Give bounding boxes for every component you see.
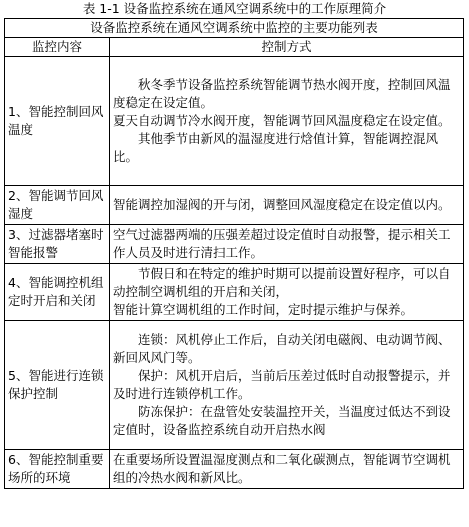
table-row [5,57,464,186]
control-paragraph: 在重要场所设置温湿度测点和二氧化碳测点，智能调节空调机组的冷热水阀和新风比。 [113,452,451,485]
table-header-row [5,38,464,57]
function-cell: 1、智能控制回风温度 [5,57,110,186]
control-paragraph: 保护：风机开启后，当前后压差过低时自动报警提示，并及时进行连锁停机工作。 [113,368,451,401]
table-title: 设备监控系统在通风空调系统中监控的主要功能列表 [5,19,464,38]
table-row [5,225,464,264]
function-cell: 6、智能控制重要场所的环境 [5,450,110,489]
control-method-cell [110,57,464,186]
function-table-wrapper [4,18,463,489]
table-row [5,186,464,225]
table-row [5,321,464,450]
table-caption: 表 1-1 设备监控系统在通风空调系统中的工作原理简介 [82,1,387,16]
control-paragraph: 其他季节由新风的温湿度进行焓值计算，智能调控混风比。 [113,131,439,164]
function-table [4,18,464,489]
control-method-cell [110,450,464,489]
function-cell: 5、智能进行连锁保护控制 [5,321,110,450]
control-method-cell [110,186,464,225]
control-paragraph: 节假日和在特定的维护时期可以提前设置好程序，可以自动控制空调机组的开启和关闭， [113,266,451,299]
function-cell: 3、过滤器堵塞时智能报警 [5,225,110,264]
table-row [5,450,464,489]
table-row [5,264,464,321]
control-method-cell [110,321,464,450]
control-paragraph: 秋冬季节设备监控系统智能调节热水阀开度，控制回风温度稳定在设定值。 [113,77,451,110]
control-method-cell [110,225,464,264]
table-title-row [5,19,464,38]
control-method-cell [110,264,464,321]
control-paragraph: 夏天自动调节冷水阀开度，智能调节回风温度稳定在设定值。 [113,113,451,128]
function-cell: 4、智能调控机组定时开启和关闭 [5,264,110,321]
control-paragraph: 连锁：风机停止工作后，自动关闭电磁阀、电动调节阀、新回风风门等。 [113,332,451,365]
control-paragraph: 智能计算空调机组的工作时间，定时提示维护与保养。 [113,302,414,317]
function-cell: 2、智能调节回风湿度 [5,186,110,225]
control-paragraph: 防冻保护：在盘管处安装温控开关，当温度过低达不到设定值时，设备监控系统自动开启热水阀 [113,404,451,437]
control-paragraph: 空气过滤器两端的压强差超过设定值时自动报警，提示相关工作人员及时进行清扫工作。 [113,227,451,260]
header-control-method: 控制方式 [110,38,464,57]
header-monitoring-content: 监控内容 [5,38,110,57]
control-paragraph: 智能调控加湿阀的开与闭，调整回风湿度稳定在设定值以内。 [113,197,451,212]
